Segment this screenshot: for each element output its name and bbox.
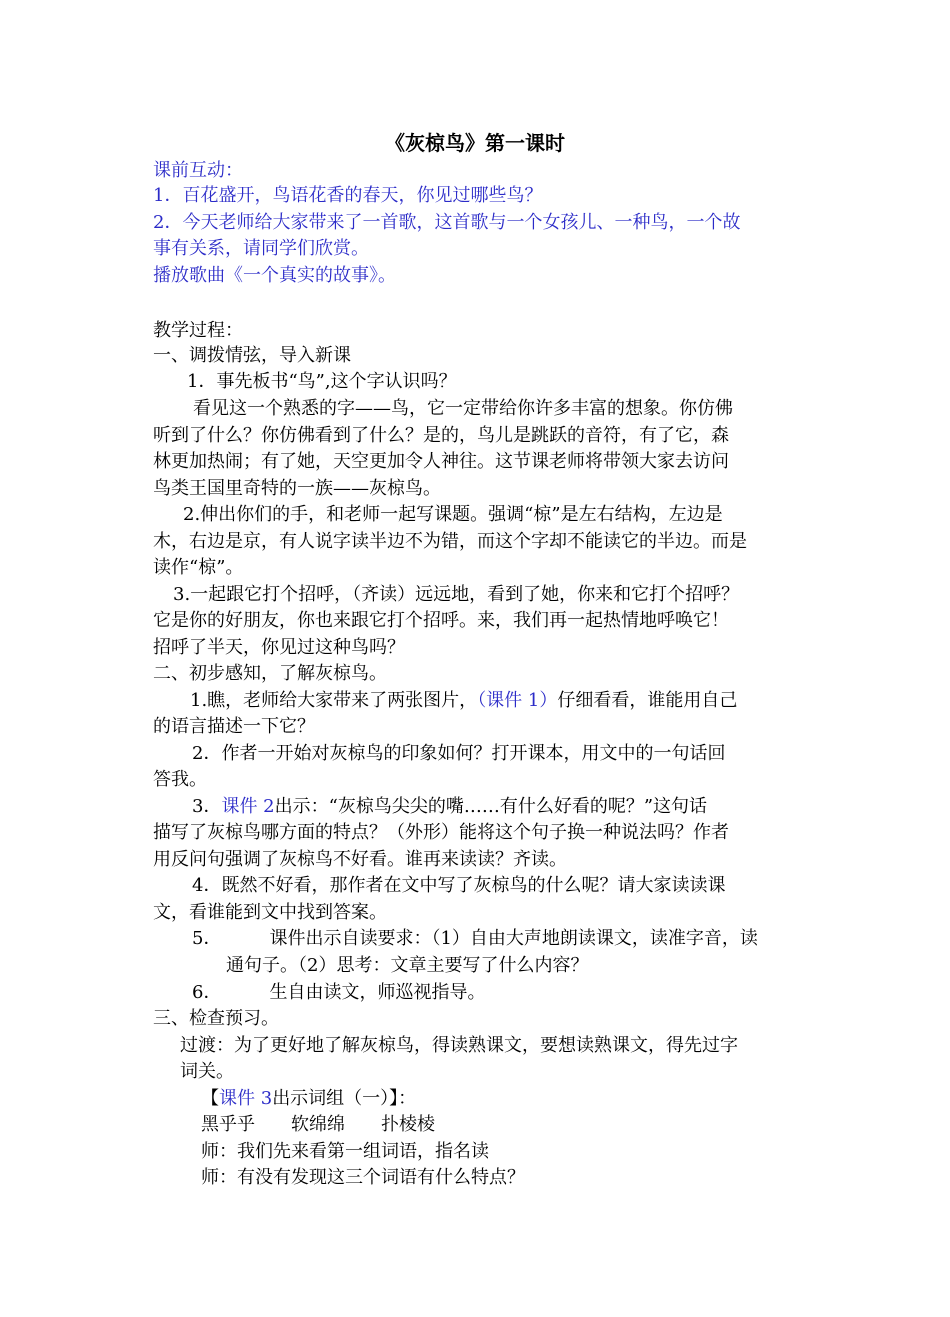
section-2-paragraph: 2．作者一开始对灰椋鸟的印象如何？打开课本，用文中的一句话回	[192, 743, 726, 764]
section-1-paragraph: 木，右边是京，有人说字读半边不为错，而这个字却不能读它的半边。而是	[153, 531, 747, 552]
word: 黑乎乎	[201, 1114, 255, 1135]
section-2-paragraph: 文，看谁能到文中找到答案。	[153, 902, 387, 923]
list-number: 5．	[192, 928, 222, 949]
pre-class-item: 事有关系，请同学们欣赏。	[153, 238, 369, 259]
section-1-paragraph: 2.伸出你们的手，和老师一起写课题。强调“椋”是左右结构，左边是	[183, 504, 723, 525]
section-1-paragraph: 读作“椋”。	[153, 557, 244, 578]
section-2-paragraph: 答我。	[153, 769, 207, 790]
section-2-paragraph: 通句子。（2）思考：文章主要写了什么内容？	[226, 955, 589, 976]
section-1-paragraph: 1．事先板书“鸟”,这个字认识吗？	[187, 371, 457, 392]
section-2-paragraph	[192, 926, 758, 952]
section-3-heading: 三、检查预习。	[153, 1008, 279, 1029]
text: 课件出示自读要求：（1）自由大声地朗读课文，读准字音，读	[269, 928, 758, 949]
transition-text: 词关。	[180, 1061, 234, 1082]
courseware-reference: 课件 2	[221, 796, 275, 817]
text: 生自由读文，师巡视指导。	[269, 982, 486, 1003]
text: 1.瞧，老师给大家带来了两张图片，	[190, 690, 478, 711]
word: 扑棱棱	[381, 1114, 435, 1135]
section-1-paragraph: 看见这一个熟悉的字——鸟，它一定带给你许多丰富的想象。你仿佛	[193, 398, 733, 419]
section-2-paragraph	[192, 980, 485, 1006]
process-heading: 教学过程：	[153, 320, 243, 341]
section-2-paragraph	[190, 688, 737, 714]
section-1-paragraph: 听到了什么？你仿佛看到了什么？是的，鸟儿是跳跃的音符，有了它，森	[153, 425, 729, 446]
teacher-line: 师：有没有发现这三个词语有什么特点？	[201, 1167, 525, 1188]
list-number: 6．	[192, 982, 222, 1003]
teacher-line: 师：我们先来看第一组词语，指名读	[201, 1141, 489, 1162]
pre-class-item: 1．百花盛开，鸟语花香的春天，你见过哪些鸟？	[153, 185, 543, 206]
text: 出示词组（一）】：	[272, 1088, 417, 1109]
courseware-reference: （课件 1）	[477, 690, 558, 711]
transition-text: 过渡：为了更好地了解灰椋鸟，得读熟课文，要想读熟课文，得先过字	[180, 1035, 738, 1056]
section-2-heading: 二、初步感知，了解灰椋鸟。	[153, 663, 387, 684]
section-2-paragraph	[192, 794, 707, 820]
section-2-paragraph: 的语言描述一下它？	[153, 716, 315, 737]
section-1-paragraph: 招呼了半天，你见过这种鸟吗？	[153, 637, 405, 658]
pre-class-item: 2．今天老师给大家带来了一首歌，这首歌与一个女孩儿、一种鸟，一个故	[153, 212, 741, 233]
section-1-heading: 一、调拨情弦，导入新课	[153, 345, 351, 366]
section-1-paragraph: 鸟类王国里奇特的一族——灰椋鸟。	[153, 478, 441, 499]
pre-class-item: 播放歌曲《一个真实的故事》。	[153, 265, 396, 286]
text: 仔细看看，谁能用自己	[557, 690, 738, 711]
section-1-paragraph: 林更加热闹；有了她，天空更加令人神往。这节课老师将带领大家去访问	[153, 451, 729, 472]
section-1-paragraph: 3.一起跟它打个招呼，（齐读）远远地，看到了她，你来和它打个招呼？	[173, 584, 740, 605]
text: 3．	[192, 796, 222, 817]
pre-class-heading: 课前互动：	[153, 160, 243, 181]
page-title: 《灰椋鸟》第一课时	[385, 131, 565, 155]
word-group	[201, 1112, 435, 1138]
text: 出示：“灰椋鸟尖尖的嘴……有什么好看的呢？”这句话	[274, 796, 708, 817]
section-1-paragraph: 它是你的好朋友，你也来跟它打个招呼。来，我们再一起热情地呼唤它！	[153, 610, 729, 631]
word: 软绵绵	[291, 1114, 345, 1135]
section-2-paragraph: 用反问句强调了灰椋鸟不好看。谁再来读读？齐读。	[153, 849, 567, 870]
courseware-reference: 课件 3	[219, 1088, 273, 1109]
bracket: 【	[201, 1088, 219, 1109]
courseware-line	[201, 1086, 416, 1112]
section-2-paragraph: 4．既然不好看，那作者在文中写了灰椋鸟的什么呢？请大家读读课	[192, 875, 726, 896]
section-2-paragraph: 描写了灰椋鸟哪方面的特点？（外形）能将这个句子换一种说法吗？作者	[153, 822, 729, 843]
